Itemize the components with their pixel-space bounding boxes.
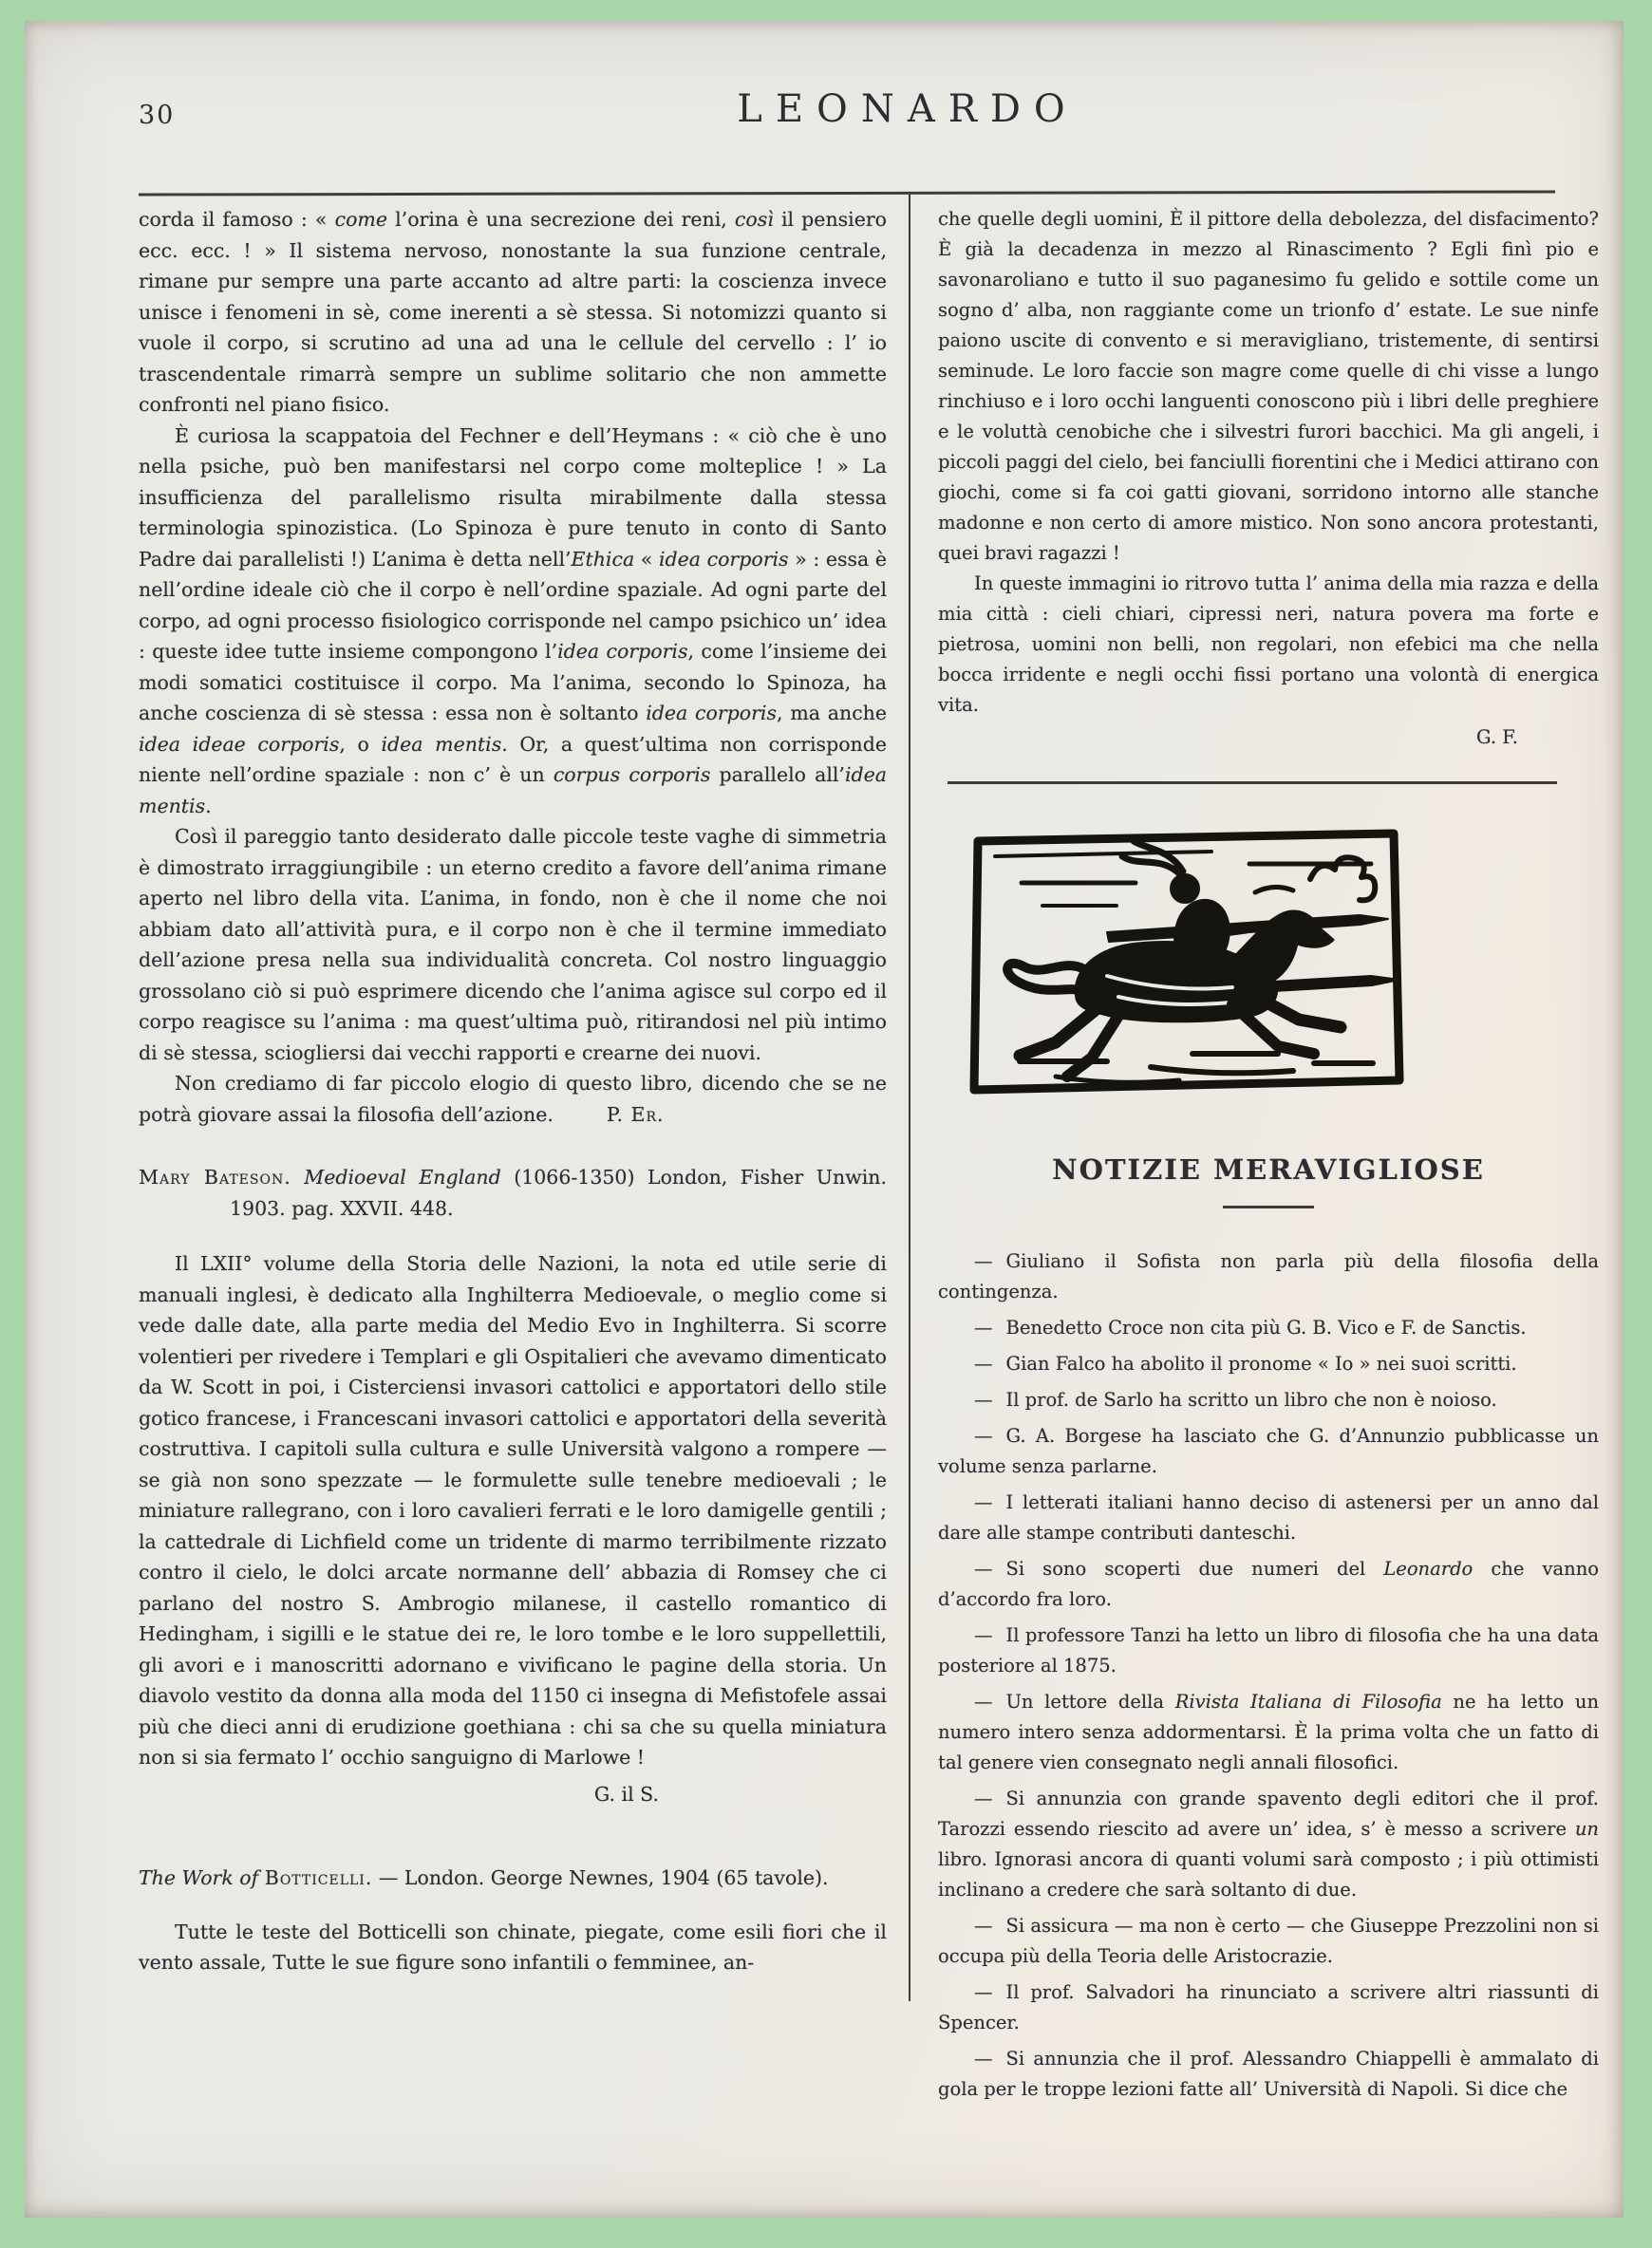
text-run: Mary Bateson.: [139, 1166, 291, 1189]
text-run: idea corporis: [557, 640, 688, 663]
dash-marker: —: [974, 1250, 993, 1272]
text-run: [291, 1166, 304, 1189]
news-item: [938, 1620, 1599, 1681]
dash-marker: —: [974, 1788, 993, 1809]
news-item: [938, 1313, 1599, 1343]
text-run: Si annunzia con grande spavento degli editori che il prof. Tarozzi essendo riescito ad avere un’ idea, s’ è messo a scrivere: [938, 1788, 1599, 1840]
text-run: corda il famoso : «: [139, 208, 335, 231]
text-run: Il LXII° volume della Storia delle Nazioni, la nota ed utile serie di manuali inglesi, è dedicato alla Inghilterra Medioevale, o meglio come si vede dalle date, alla parte media del Medio Evo in Inghilterra. Si scorre volentieri per rivedere i Templari e gli Ospitalieri che avevamo dimenticato da W. Scott in poi, i Cisterciensi invasori cattolici e apportatori dello stile gotico francese, i Francescani invasori cattolici e apportatori della severità costruttiva. I capitoli sulla cultura e sulle Università valgono a rompere — se già non sono spezzate — le formulette sulle tenebre medioevali ; le miniature rallegrano, con i loro cavalieri ferrati e le loro damigelle gentili ; la cattedrale di Lichfield come un tridente di marmo terribilmente rizzato contro il cielo, le dolci arcate normanne dell’ abbazia di Romsey che ci parlano del nostro S. Ambrogio milanese, il castello romantico di Hedingham, i sigilli e le statue dei re, le loro tombe e le loro suppellettili, gli avori e i manoscritti adornano e vivificano le pagine della storia. Un diavolo vestito da donna alla moda del 1150 ci insegna di Mefistofele assai più che dieci anni di erudizione goethiana : chi sa che su quella miniatura non si sia fermato l’ occhio sanguigno di Marlowe !: [139, 1252, 887, 1769]
dash-marker: —: [974, 1691, 993, 1713]
dash-marker: —: [974, 1624, 993, 1646]
right-column: [938, 204, 1599, 2105]
text-run: idea corporis: [658, 547, 789, 571]
dash-marker: —: [974, 1558, 993, 1580]
text-run: Gian Falco ha abolito il pronome « Io » nei suoi scritti.: [1005, 1353, 1517, 1375]
signature: G. F.: [1476, 726, 1518, 748]
text-run: , o: [339, 732, 382, 756]
news-item: [938, 1977, 1599, 2038]
text-run: Tutte le teste del Botticelli son chinate, piegate, come esili fiori che il vento assale, Tutte le sue figure sono infantili o femminee, an-: [139, 1920, 887, 1974]
text-run: The Work of: [139, 1866, 259, 1889]
text-run: il pensiero ecc. ecc. ! » Il sistema nervoso, nonostante la sua funzione centrale, rimane pur sempre una parte accanto ad altre parti: la coscienza invece unisce i fenomeni in sè, come inerenti a sè stessa. Si notomizzi quanto si vuole il corpo, si scrutino ad una ad una le cellule del cervello : l’ io trascendentale rimarrà sempre un sublime solitario che non ammette confronti nel piano fisico.: [139, 208, 887, 416]
news-item: [938, 2044, 1599, 2105]
text-run: Il professore Tanzi ha letto un libro di filosofia che ha una data posteriore al 1875.: [938, 1624, 1599, 1677]
text-run: , come l’insieme dei modi somatici costituisce il corpo. Ma l’anima, secondo lo Spinoza, ha anche coscienza di sè stessa : essa non è soltanto: [139, 640, 887, 724]
text-run: Medioeval England: [304, 1166, 501, 1189]
text-run: Ethica: [571, 547, 635, 571]
left-column: [139, 204, 887, 1978]
text-run: Così il pareggio tanto desiderato dalle piccole teste vaghe di simmetria è dimostrato irraggiungibile : un eterno credito a favore dell’anima rimane aperto nel libro della vita. L’anima, in fondo, non è che il nome che noi abbiam dato all’attività pura, e il corpo non è che il termine immediato dell’azione presa nella sua individualità concreta. Col nostro linguaggio grossolano ciò si può esprimere dicendo che l’anima agisce sul corpo ed il corpo reagisce su l’anima : ma quest’ultima può, ritirandosi nel più intimo di sè stessa, sciogliersi dai vecchi rapporti e crearne dei nuovi.: [139, 825, 887, 1064]
news-item: [938, 1911, 1599, 1972]
news-item: [938, 1784, 1599, 1905]
text-run: Giuliano il Sofista non parla più della filosofia della contingenza.: [938, 1250, 1599, 1302]
text-run: » : essa è nell’ordine ideale ciò che il corpo è nell’ordine spaziale. Ad ogni parte del corpo, ad ogni processo fisiologico corrisponde nel campo psichico un’ idea : queste idee tutte insieme compongono l’: [139, 547, 888, 663]
knight-on-horseback-woodcut: [965, 822, 1411, 1099]
text-run: come: [334, 208, 387, 231]
text-run: Un lettore della: [1005, 1691, 1175, 1713]
text-run: . Or, a quest’ultima non corrisponde niente nell’ordine spaziale : non c’ è un: [139, 732, 887, 786]
text-run: Botticelli.: [264, 1866, 373, 1889]
dash-marker: —: [974, 1317, 993, 1339]
news-item: [938, 1488, 1599, 1548]
text-run: parallelo all’: [710, 763, 845, 786]
text-run: Benedetto Croce non cita più G. B. Vico e F. de Sanctis.: [1005, 1317, 1527, 1339]
paragraph: [938, 204, 1599, 569]
text-run: corpus corporis: [553, 763, 711, 786]
news-item: [938, 1687, 1599, 1778]
column-divider: [909, 194, 910, 2001]
journal-masthead: LEONARDO: [737, 87, 1079, 131]
text-run: l’orina è una secrezione dei reni,: [387, 208, 735, 231]
text-run: È curiosa la scappatoia del Fechner e dell’Heymans : « ciò che è uno nella psiche, può ben manifestarsi nel corpo come molteplice ! » La insufficienza del parallelismo risulta mirabilmente dalla stessa terminologia spinozistica. (Lo Spinoza è pure tenuto in conto di Santo Padre dai parallelisti !) L’anima è detta nell’: [139, 423, 887, 571]
journal-page: [25, 21, 1624, 2218]
heading-rule: [1223, 1206, 1314, 1208]
text-run: libro. Ignorasi ancora di quanti volumi sarà composto ; i più ottimisti inclinano a credere che sarà soltanto di due.: [938, 1848, 1599, 1901]
news-item: [938, 1349, 1599, 1379]
text-run: ne ha letto un numero intero senza addormentarsi. È la prima volta che un fatto di tal genere vien consegnato negli annali filosofici.: [938, 1691, 1600, 1773]
text-run: idea mentis: [381, 732, 502, 756]
text-run: .: [205, 794, 212, 817]
dash-marker: —: [974, 1981, 993, 2003]
text-run: Rivista Italiana di Filosofia: [1174, 1691, 1442, 1713]
section-heading: NOTIZIE MERAVIGLIOSE: [1052, 1153, 1485, 1186]
text-run: «: [634, 547, 659, 571]
text-run: — London. George Newnes, 1904 (65 tavole).: [372, 1866, 829, 1889]
text-run: G. A. Borgese ha lasciato che G. d’Annunzio pubblicasse un volume senza parlarne.: [938, 1425, 1599, 1477]
separator-rule: [948, 781, 1557, 784]
dash-marker: —: [974, 1425, 993, 1447]
dash-marker: —: [974, 2048, 993, 2070]
dash-marker: —: [974, 1915, 993, 1937]
text-run: I letterati italiani hanno deciso di astenersi per un anno dal dare alle stampe contributi danteschi.: [938, 1491, 1599, 1544]
bibliography-entry: [139, 1863, 887, 1894]
dash-marker: —: [974, 1389, 993, 1411]
signature: P. Er.: [606, 1102, 665, 1126]
text-run: idea mentis: [139, 763, 887, 817]
bibliography-entry: [139, 1162, 887, 1224]
paragraph: [139, 1068, 887, 1130]
paragraph: [139, 421, 887, 822]
text-run: così: [734, 208, 774, 231]
news-item: [938, 1385, 1599, 1415]
page-number: 30: [139, 101, 176, 130]
text-run: In queste immagini io ritrovo tutta l’ anima della mia razza e della mia città : cieli chiari, cipressi neri, natura povera ma forte e pietrosa, uomini non belli, non regolari, non efebici ma che nella bocca irridente e negli occhi fissi portano una volontà di energica vita.: [938, 572, 1599, 716]
text-run: Si sono scoperti due numeri del: [1005, 1558, 1384, 1580]
knight-woodcut-illustration: [965, 822, 1411, 1099]
text-run: , ma anche: [777, 702, 888, 724]
signature: G. il S.: [593, 1782, 659, 1806]
text-run: che quelle degli uomini, È il pittore della debolezza, del disfacimento? È già la decadenza in mezzo al Rinascimento ? Egli finì pio e savonaroliano e tutto il suo paganesimo fu gelido e sottile come un sogno d’ alba, non raggiante come un trionfo d’ estate. Le sue ninfe paiono uscite di convento e si meravigliano, tristemente, di sentirsi seminude. Le loro faccie son magre come quelle di chi visse a lungo rinchiuso e i loro occhi languenti conoscono più i libri delle preghiere e le voluttà cenobiche che i silvestri furori bacchici. Ma gli angeli, i piccoli paggi del cielo, bei fanciulli fiorentini che i Medici attirano con giochi, come si fa coi gatti giovani, sorridono intorno alle stanche madonne e non certo di amore mistico. Non sono ancora protestanti, quei bravi ragazzi !: [938, 208, 1599, 564]
text-run: un: [1574, 1818, 1599, 1840]
paragraph: [139, 1248, 887, 1773]
text-run: (1066-1350) London, Fisher Unwin. 1903. pag. XXVII. 448.: [230, 1166, 887, 1220]
dash-marker: —: [974, 1491, 993, 1513]
text-run: Il prof. Salvadori ha rinunciato a scrivere altri riassunti di Spencer.: [938, 1981, 1599, 2033]
text-run: Si assicura — ma non è certo — che Giuseppe Prezzolini non si occupa più della Teoria delle Aristocrazie.: [938, 1915, 1599, 1967]
text-run: Non crediamo di far piccolo elogio di questo libro, dicendo che se ne potrà giovare assai la filosofia dell’azione.: [139, 1072, 887, 1126]
text-run: che vanno d’accordo fra loro.: [938, 1558, 1599, 1610]
paragraph: [938, 569, 1599, 721]
news-item: [938, 1246, 1599, 1307]
header-rule: [139, 190, 1555, 196]
news-item: [938, 1554, 1599, 1615]
text-run: idea ideae corporis: [139, 732, 340, 756]
news-item: [938, 1421, 1599, 1482]
text-run: idea corporis: [646, 702, 778, 724]
dash-marker: —: [974, 1353, 993, 1375]
paragraph: [139, 1917, 887, 1978]
text-run: Il prof. de Sarlo ha scritto un libro che non è noioso.: [1005, 1389, 1497, 1411]
paragraph: [139, 204, 887, 421]
text-run: Leonardo: [1383, 1558, 1474, 1580]
paragraph: [139, 821, 887, 1068]
text-run: Si annunzia che il prof. Alessandro Chiappelli è ammalato di gola per le troppe lezioni fatte all’ Università di Napoli. Si dice che: [938, 2048, 1599, 2100]
